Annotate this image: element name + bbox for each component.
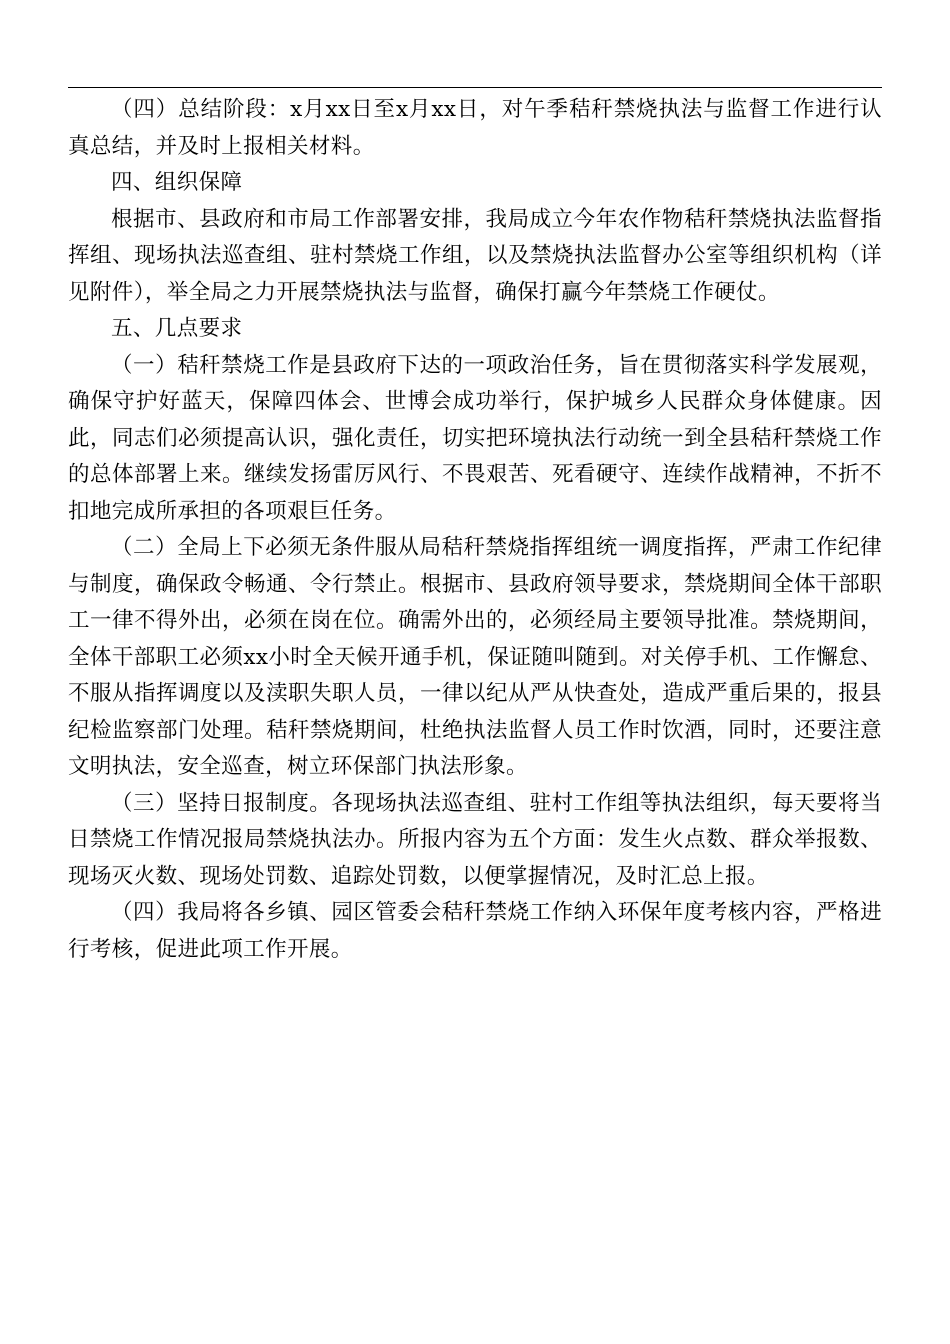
paragraph-requirement-3: （三）坚持日报制度。各现场执法巡查组、驻村工作组等执法组织，每天要将当日禁烧工作情况报局禁烧执法办。所报内容为五个方面：发生火点数、群众举报数、现场灭火数、现场处罚数、追踪处罚数，以便掌握情况，及时汇总上报。 [68,790,882,889]
paragraph-requirement-4: （四）我局将各乡镇、园区管委会秸秆禁烧工作纳入环保年度考核内容，严格进行考核，促进此项工作开展。 [68,900,882,962]
paragraph-summary-stage: （四）总结阶段：x月xx日至x月xx日，对午季秸秆禁烧执法与监督工作进行认真总结，并及时上报相关材料。 [68,97,882,159]
header-rule [68,87,882,88]
paragraph-requirement-1: （一）秸秆禁烧工作是县政府下达的一项政治任务，旨在贯彻落实科学发展观，确保守护好蓝天，保障四体会、世博会成功举行，保护城乡人民群众身体健康。因此，同志们必须提高认识，强化责任，切实把环境执法行动统一到全县秸秆禁烧工作的总体部署上来。继续发扬雷厉风行、不畏艰苦、死看硬守、连续作战精神，不折不扣地完成所承担的各项艰巨任务。 [68,352,882,524]
document-body [68,92,882,968]
paragraph-organization: 根据市、县政府和市局工作部署安排，我局成立今年农作物秸秆禁烧执法监督指挥组、现场执法巡查组、驻村禁烧工作组，以及禁烧执法监督办公室等组织机构（详见附件），举全局之力开展禁烧执法与监督，确保打赢今年禁烧工作硬仗。 [68,206,882,305]
heading-requirements: 五、几点要求 [111,316,243,341]
heading-organization: 四、组织保障 [111,170,243,195]
paragraph-requirement-2: （二）全局上下必须无条件服从局秸秆禁烧指挥组统一调度指挥，严肃工作纪律与制度，确保政令畅通、令行禁止。根据市、县政府领导要求，禁烧期间全体干部职工一律不得外出，必须在岗在位。确需外出的，必须经局主要领导批准。禁烧期间，全体干部职工必须xx小时全天候开通手机，保证随叫随到。对关停手机、工作懈怠、不服从指挥调度以及渎职失职人员，一律以纪从严从快查处，造成严重后果的，报县纪检监察部门处理。秸秆禁烧期间，杜绝执法监督人员工作时饮酒，同时，还要注意文明执法，安全巡查，树立环保部门执法形象。 [68,535,882,779]
